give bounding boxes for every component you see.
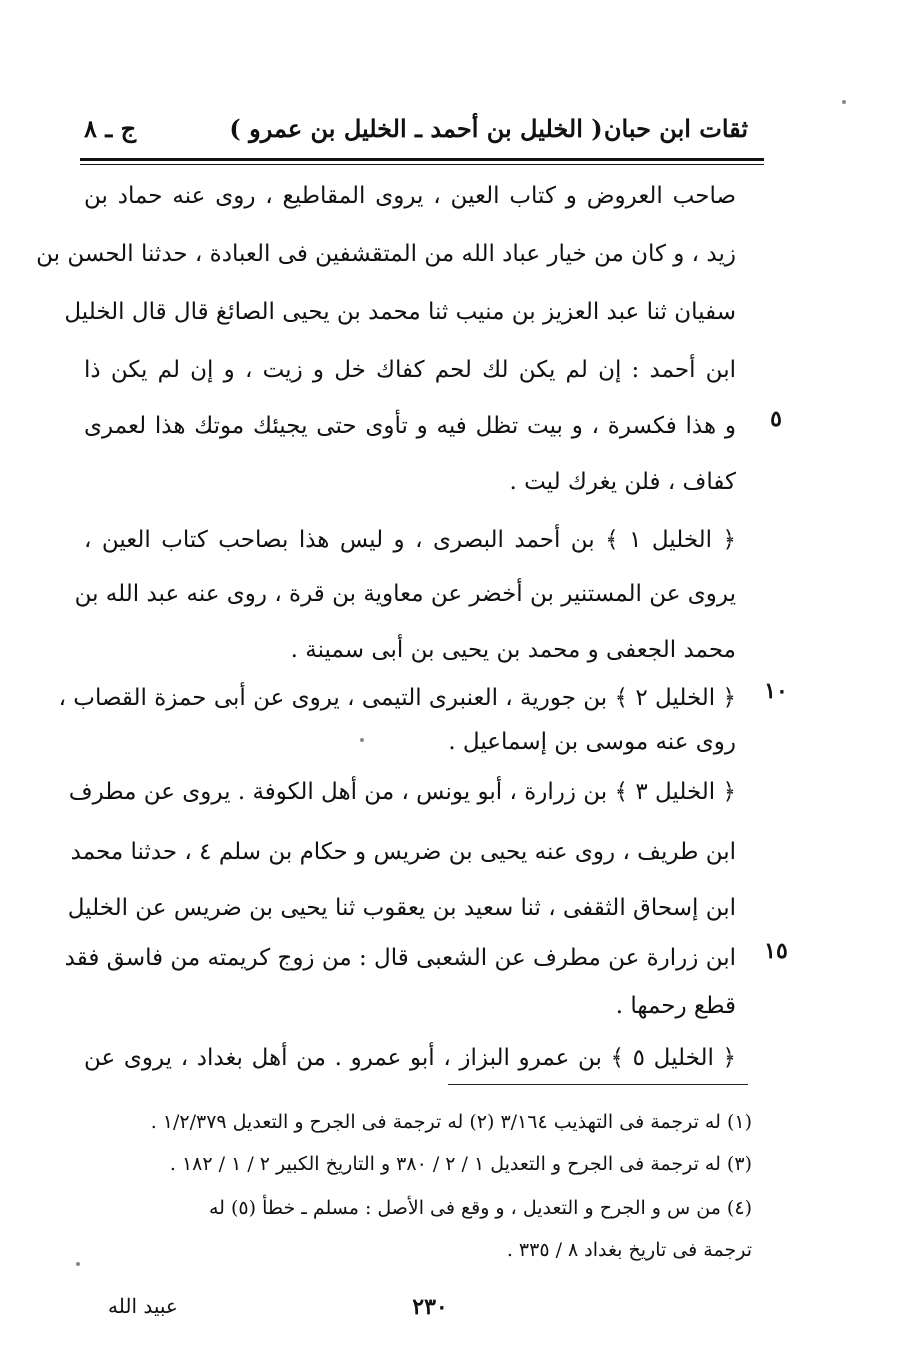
text-line: و هذا فكسرة ، و بيت تظل فيه و تأوى حتى يجيئك موتك هذا لعمرى (84, 413, 736, 439)
text-line: روى عنه موسى بن إسماعيل . (448, 729, 736, 755)
paper-speck (76, 1262, 80, 1266)
volume-label: ج ـ ٨ (84, 114, 137, 143)
text-line: قطع رحمها . (615, 993, 736, 1019)
paper-speck (842, 100, 846, 104)
text-line: ﴿ الخليل ٣ ﴾ بن زرارة ، أبو يونس ، من أهل الكوفة . يروى عن مطرف (68, 779, 736, 805)
section-title: ( الخليل بن أحمد ـ الخليل بن عمرو ) (229, 114, 603, 143)
footnote-rule (448, 1084, 748, 1085)
text-line: ﴿ الخليل ٥ ﴾ بن عمرو البزاز ، أبو عمرو . من أهل بغداد ، يروى عن (84, 1045, 736, 1071)
line-number: ١٠ (764, 678, 788, 704)
page-number: ٢٣٠ (412, 1294, 448, 1320)
text-line: ﴿ الخليل ٢ ﴾ بن جورية ، العنبرى التيمى ، يروى عن أبى حمزة القصاب ، (58, 685, 736, 711)
line-number: ٥ (770, 406, 782, 432)
text-line: سفيان ثنا عبد العزيز بن منيب ثنا محمد بن يحيى الصائغ قال قال الخليل (64, 299, 736, 325)
header-rule (80, 158, 764, 161)
text-line: يروى عن المستنير بن أخضر عن معاوية بن قرة ، روى عنه عبد الله بن (74, 581, 736, 607)
text-line: ﴿ الخليل ١ ﴾ بن أحمد البصرى ، و ليس هذا بصاحب كتاب العين ، (84, 527, 736, 553)
footnote-line: (٤) من س و الجرح و التعديل ، و وقع فى الأصل : مسلم ـ خطأ (٥) له (208, 1197, 752, 1219)
text-line: ابن أحمد : إن لم يكن لك لحم كفاك خل و زيت ، و إن لم يكن ذا (84, 357, 736, 383)
book-title: ثقات ابن حبان (603, 114, 748, 143)
text-line: ابن زرارة عن مطرف عن الشعبى قال : من زوج كريمته من فاسق فقد (64, 945, 736, 971)
text-line: محمد الجعفى و محمد بن يحيى بن أبى سمينة . (290, 637, 736, 663)
footnote-line: (٣) له ترجمة فى الجرح و التعديل ١ / ٢ / ٣٨٠ و التاريخ الكبير ٢ / ١ / ١٨٢ . (169, 1153, 752, 1175)
footnote-line: ترجمة فى تاريخ بغداد ٨ / ٣٣٥ . (506, 1239, 752, 1261)
footnote-line: (١) له ترجمة فى التهذيب ٣/١٦٤ (٢) له ترجمة فى الجرح و التعديل ١/٢/٣٧٩ . (150, 1111, 752, 1133)
line-number: ١٥ (764, 938, 788, 964)
running-header (84, 106, 748, 156)
text-line: زيد ، و كان من خيار عباد الله من المتقشفين فى العبادة ، حدثنا الحسن بن (36, 241, 736, 267)
library-stamp: عبيد الله (108, 1294, 178, 1318)
text-line: كفاف ، فلن يغرك ليت . (509, 469, 736, 495)
paper-speck (360, 738, 364, 742)
text-line: صاحب العروض و كتاب العين ، يروى المقاطيع ، روى عنه حماد بن (84, 183, 736, 209)
header-rule-thin (80, 164, 764, 165)
text-line: ابن طريف ، روى عنه يحيى بن ضريس و حكام بن سلم ٤ ، حدثنا محمد (70, 839, 736, 865)
text-line: ابن إسحاق الثقفى ، ثنا سعيد بن يعقوب ثنا يحيى بن ضريس عن الخليل (67, 895, 736, 921)
